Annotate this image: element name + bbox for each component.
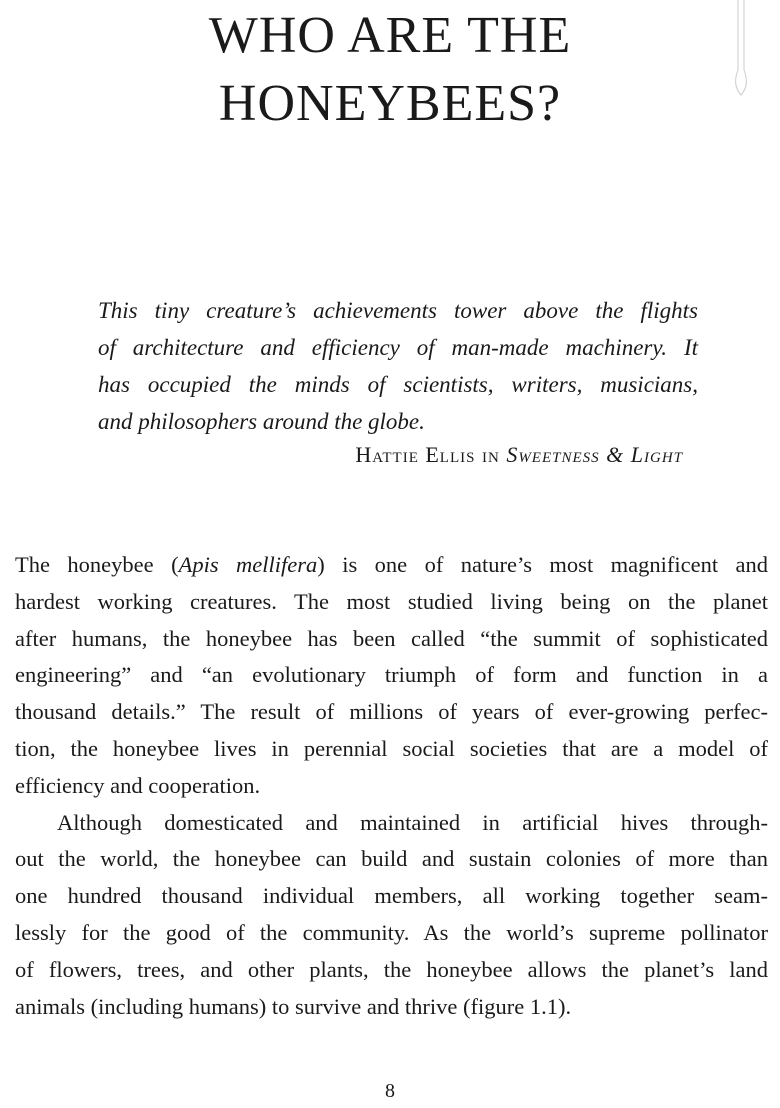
page-number: 8 [385,1080,395,1102]
body-line: tion, the honeybee lives in perennial social societies that are a model of [15,735,768,761]
body-line: engineering” and “an evolutionary triumph of form and function in a [15,662,768,688]
body-line: lessly for the good of the community. As the world’s supreme pollinator [15,919,768,945]
body-line: one hundred thousand individual members, all working together seam- [15,883,768,909]
body-line: out the world, the honeybee can build and sustain colonies of more than [15,846,768,872]
species-name: Apis mellifera [178,552,318,577]
epigraph-line: and philosophers around the globe. [98,409,425,434]
epigraph-line: This tiny creature’s achievements tower above the flights [98,298,698,323]
epigraph-attribution [355,442,683,468]
chapter-title [0,2,780,138]
body-line: hardest working creatures. The most studied living being on the planet [15,588,768,614]
body-line: Although domesticated and maintained in artificial hives through- [57,809,768,835]
epigraph-line: has occupied the minds of scientists, writers, musicians, [98,372,698,397]
chapter-title-line: WHO ARE THE [208,7,572,64]
epigraph-author: Hattie Ellis in [355,442,500,467]
honey-drip-icon [730,0,752,100]
body-line [15,547,768,584]
body-line: of flowers, trees, and other plants, the honeybee allows the planet’s land [15,956,768,982]
body-line: efficiency and cooperation. [15,772,261,798]
epigraph-source: Sweetness & Light [506,442,683,467]
body-line: thousand details.” The result of millions of years of ever-growing perfec- [15,699,768,725]
body-line: animals (including humans) to survive and thrive (figure 1.1). [15,993,572,1019]
epigraph [98,292,698,440]
text: The honeybee ( [15,552,179,577]
body-line: after humans, the honeybee has been called “the summit of sophisticated [15,625,768,651]
body-text [15,547,768,1025]
text: ) is one of nature’s most magnificent and [317,552,769,577]
epigraph-line: of architecture and efficiency of man-made machinery. It [98,335,698,360]
chapter-title-line: HONEYBEES? [218,75,562,132]
